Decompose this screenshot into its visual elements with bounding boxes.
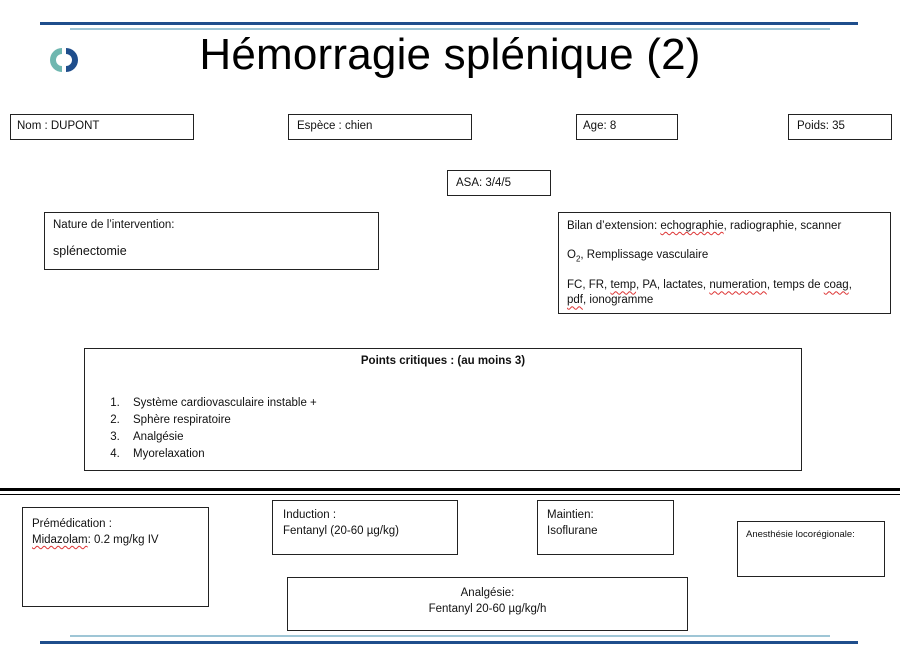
list-item: 4. Myorelaxation [123,446,793,463]
bilan-comma: , [848,279,852,292]
points-critiques-list [93,395,793,463]
separator-rule-thick [0,488,900,491]
bilan-coag: coag [823,279,849,292]
espece-text: Espèce : chien [297,120,373,132]
maintien-value: Isoflurane [547,525,598,537]
bilan-pa-lactates: , PA, lactates, [636,279,710,292]
bottom-rule-dark [40,641,858,644]
bilan-line-2 [567,248,882,266]
poids-text: Poids: 35 [797,120,845,132]
bilan-imaging: , radiographie, scanner [723,220,842,232]
nom-text: Nom : DUPONT [17,120,100,132]
locoregional-box [737,521,885,577]
age-field [576,114,678,140]
asa-text: ASA: 3/4/5 [456,177,511,189]
points-critiques-box [84,348,802,471]
bilan-pdf: pdf [567,294,583,307]
separator-rule-thin [0,494,900,495]
list-item: 3. Analgésie [123,429,793,446]
age-text: Age: 8 [583,120,617,132]
intervention-box [44,212,379,270]
premedication-dose: : 0.2 mg/kg IV [87,534,159,546]
bilan-fc-fr: FC, FR, [567,279,611,292]
bilan-line-3 [567,278,882,308]
list-item: 2. Sphère respiratoire [123,412,793,429]
induction-label: Induction : [283,509,337,521]
bilan-temp: temp [610,279,637,292]
analgesie-value: Fentanyl 20-60 µg/kg/h [428,603,547,615]
bilan-box [558,212,891,314]
premedication-drug: Midazolam [32,534,88,546]
analgesie-label: Analgésie: [460,587,515,599]
bilan-ionogramme: , ionogramme [583,294,654,307]
top-rule-dark [40,22,858,25]
page-title: Hémorragie splénique (2) [199,30,701,79]
induction-box [272,500,458,555]
bilan-prefix: Bilan d’extension: [567,220,661,232]
espece-field [288,114,472,140]
points-critiques-title: Points critiques : (au moins 3) [360,355,526,367]
maintien-box [537,500,674,555]
premedication-label: Prémédication : [32,518,112,530]
bottom-rule-light [70,635,830,637]
locoregional-label: Anesthésie locorégionale: [746,529,855,540]
asa-field [447,170,551,196]
bilan-oxygen: O [567,249,576,261]
intervention-value: splénectomie [53,244,127,258]
poids-field [788,114,892,140]
list-item: 1. Système cardiovasculaire instable + [123,395,793,412]
premedication-value [32,532,199,548]
bilan-echographie: echographie [660,220,724,232]
intervention-label: Nature de l’intervention: [53,219,175,231]
bilan-temps-de: , temps de [766,279,824,292]
induction-value: Fentanyl (20-60 µg/kg) [283,525,399,537]
maintien-label: Maintien: [547,509,594,521]
bilan-line-1 [567,219,882,234]
nom-field [10,114,194,140]
premedication-box [22,507,209,607]
bilan-oxygen-sub: 2 [575,254,581,264]
bilan-remplissage: , Remplissage vasculaire [580,249,709,261]
bilan-numeration: numeration [709,279,767,292]
analgesie-box [287,577,688,631]
